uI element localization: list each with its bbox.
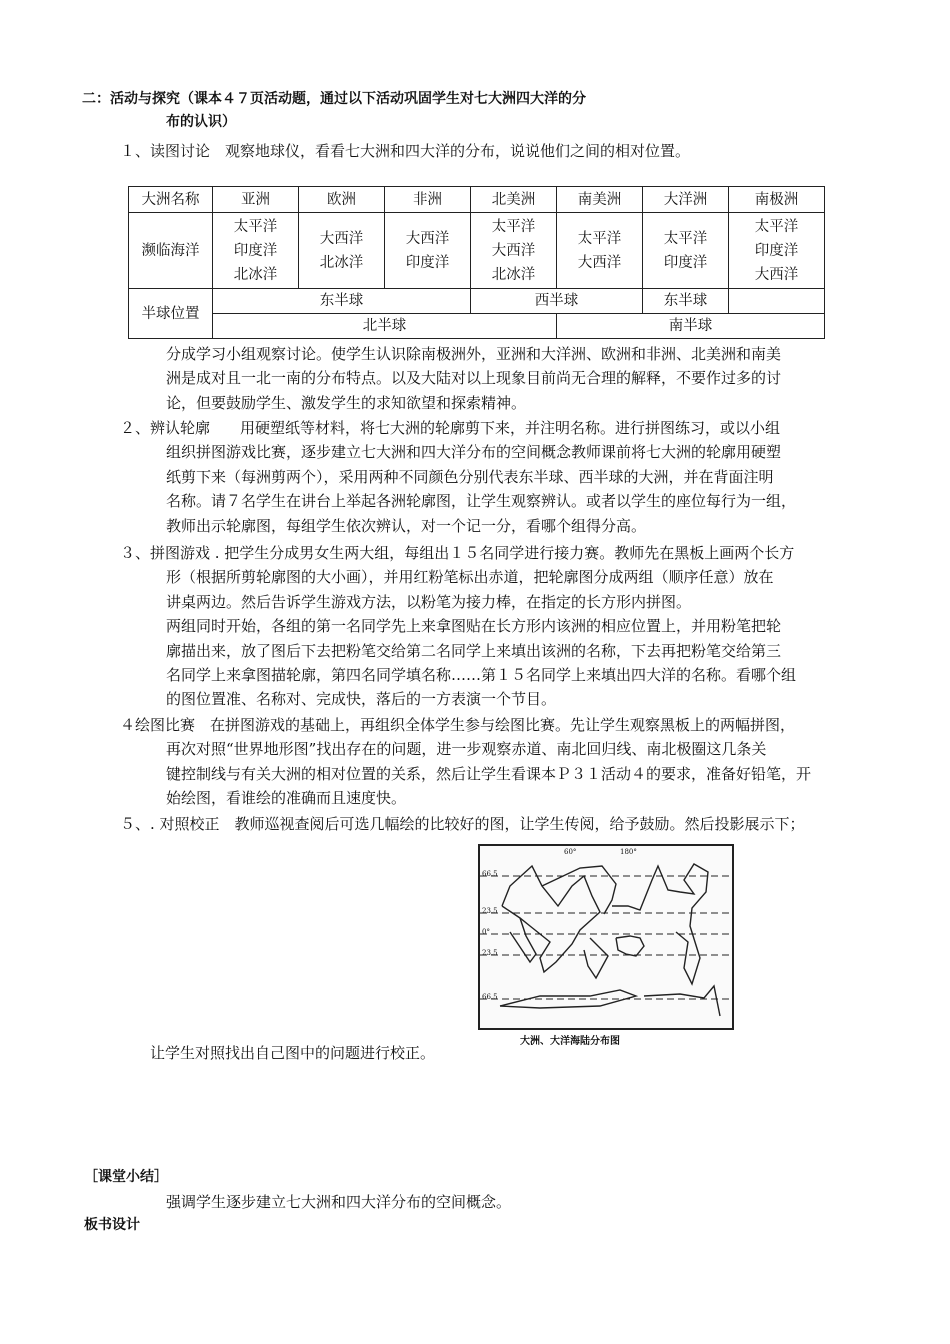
hemisphere-cell: 南半球 <box>557 314 825 339</box>
ocean-name: 太平洋 <box>577 230 622 247</box>
text-line: 形（根据所剪轮廓图的大小画），并用红粉笔标出赤道，把轮廓图分成两组（顺序任意）放在 <box>166 568 774 587</box>
correction-text: 让学生对照找出自己图中的问题进行校正。 <box>150 1044 436 1062</box>
ocean-name: 印度洋 <box>233 242 278 259</box>
ocean-row <box>129 213 825 289</box>
header-cell: 非洲 <box>385 187 471 213</box>
world-sketch-map <box>478 844 734 1030</box>
ocean-cell <box>729 213 825 289</box>
text-line: 始绘图，看谁绘的准确而且速度快。 <box>166 789 407 808</box>
text-line: 再次对照“世界地形图”找出存在的问题，进一步观察赤道、南北回归线、南北极圈这几条关 <box>166 740 767 759</box>
text-line: 讲桌两边。然后告诉学生游戏方法，以粉笔为接力棒，在指定的长方形内拼图。 <box>166 592 692 611</box>
hemisphere-ns-row <box>129 314 825 339</box>
header-cell: 亚洲 <box>213 187 299 213</box>
ocean-cell <box>385 213 471 289</box>
row-label: 半球位置 <box>129 289 213 339</box>
ocean-cell <box>643 213 729 289</box>
item-2-paragraph <box>120 416 796 538</box>
item-3-paragraph <box>120 541 796 712</box>
ocean-name: 太平洋 <box>491 218 536 235</box>
board-design-heading: 板书设计 <box>84 1217 140 1233</box>
map-label: 66.5 <box>482 870 498 878</box>
ocean-name: 大西洋 <box>577 254 622 271</box>
text-line: 的图位置准、名称对、完成快，落后的一方表演一个节目。 <box>166 690 557 709</box>
continent-table <box>128 186 825 339</box>
summary-text: 强调学生逐步建立七大洲和四大洋分布的空间概念。 <box>166 1193 512 1211</box>
text-line: ２、辨认轮廓 用硬塑纸等材料，将七大洲的轮廓剪下来，并注明名称。进行拼图练习，或以小组 <box>120 419 781 437</box>
map-label: 23.5 <box>482 949 498 957</box>
map-drawing <box>480 846 732 1028</box>
ocean-name: 印度洋 <box>754 242 799 259</box>
text-line: 教师出示轮廓图，每组学生依次辨认，对一个记一分，看哪个组得分高。 <box>166 516 647 535</box>
hemisphere-cell: 北半球 <box>213 314 557 339</box>
section-title: 二：活动与探究（课本４７页活动题，通过以下活动巩固学生对七大洲四大洋的分 <box>82 91 586 107</box>
text-line: 洲是成对且一北一南的分布特点。以及大陆对以上现象目前尚无合理的解释，不要作过多的讨 <box>166 369 782 388</box>
header-cell: 南极洲 <box>729 187 825 213</box>
hemisphere-cell: 东半球 <box>213 289 471 314</box>
ocean-cell <box>213 213 299 289</box>
item-4-paragraph <box>120 713 811 811</box>
ocean-cell <box>299 213 385 289</box>
text-line: 组织拼图游戏比赛，逐步建立七大洲和四大洋分布的空间概念教师课前将七大洲的轮廓用硬塑 <box>166 443 782 462</box>
ocean-name: 印度洋 <box>663 254 708 271</box>
ocean-name: 太平洋 <box>754 218 799 235</box>
ocean-name: 印度洋 <box>405 254 450 271</box>
summary-heading: ［课堂小结］ <box>84 1169 168 1185</box>
text-line: 论，但要鼓励学生、激发学生的求知欲望和探索精神。 <box>166 393 527 412</box>
header-cell: 大洋洲 <box>643 187 729 213</box>
ocean-name: 大西洋 <box>405 230 450 247</box>
hemisphere-ew-row <box>129 289 825 314</box>
section-title-cont: 布的认识） <box>166 114 236 130</box>
table-header-row <box>129 187 825 213</box>
map-caption: 大洲、大洋海陆分布图 <box>520 1036 620 1047</box>
header-cell: 大洲名称 <box>129 187 213 213</box>
item-5-text: ５、. 对照校正 教师巡视查阅后可选几幅绘的比较好的图，让学生传阅，给予鼓励。然后投影展示下； <box>120 815 805 833</box>
text-line: 名同学上来拿图描轮廓，第四名同学填名称……第１５名同学上来填出四大洋的名称。看哪个组 <box>166 666 797 685</box>
ocean-name: 大西洋 <box>319 230 364 247</box>
ocean-cell <box>557 213 643 289</box>
header-cell: 南美洲 <box>557 187 643 213</box>
ocean-name: 大西洋 <box>491 242 536 259</box>
ocean-name: 北冰洋 <box>233 266 278 283</box>
map-label: 23.5 <box>482 907 498 915</box>
map-label: 66.5 <box>482 993 498 1001</box>
item-1-text: １、读图讨论 观察地球仪，看看七大洲和四大洋的分布，说说他们之间的相对位置。 <box>120 142 691 160</box>
discussion-paragraph <box>166 342 781 415</box>
ocean-name: 太平洋 <box>663 230 708 247</box>
map-label: 60° <box>564 848 577 856</box>
ocean-name: 大西洋 <box>754 266 799 283</box>
row-label: 濒临海洋 <box>129 213 213 289</box>
map-label: 180° <box>620 848 637 856</box>
ocean-cell <box>471 213 557 289</box>
text-line: 两组同时开始，各组的第一名同学先上来拿图贴在长方形内该洲的相应位置上，并用粉笔把轮 <box>166 617 782 636</box>
empty-cell <box>729 289 825 314</box>
text-line: 分成学习小组观察讨论。使学生认识除南极洲外，亚洲和大洋洲、欧洲和非洲、北美洲和南美 <box>166 345 782 363</box>
header-cell: 北美洲 <box>471 187 557 213</box>
map-label: 0° <box>482 928 490 936</box>
header-cell: 欧洲 <box>299 187 385 213</box>
text-line: ３、拼图游戏 . 把学生分成男女生两大组，每组出１５名同学进行接力赛。教师先在黑板上画两个长方 <box>120 544 795 562</box>
hemisphere-cell: 东半球 <box>643 289 729 314</box>
text-line: 名称。请７名学生在讲台上举起各洲轮廓图，让学生观察辨认。或者以学生的座位每行为一组， <box>166 492 797 511</box>
ocean-name: 太平洋 <box>233 218 278 235</box>
text-line: 纸剪下来（每洲剪两个），采用两种不同颜色分别代表东半球、西半球的大洲，并在背面注明 <box>166 467 774 486</box>
text-line: 键控制线与有关大洲的相对位置的关系，然后让学生看课本Ｐ３１活动４的要求，准备好铅笔，开 <box>166 764 812 783</box>
ocean-name: 北冰洋 <box>319 254 364 271</box>
text-line: ４绘图比赛 在拼图游戏的基础上，再组织全体学生参与绘图比赛。先让学生观察黑板上的两幅拼图， <box>120 716 796 734</box>
text-line: 廓描出来，放了图后下去把粉笔交给第二名同学上来填出该洲的名称，下去再把粉笔交给第三 <box>166 641 782 660</box>
hemisphere-cell: 西半球 <box>471 289 643 314</box>
ocean-name: 北冰洋 <box>491 266 536 283</box>
